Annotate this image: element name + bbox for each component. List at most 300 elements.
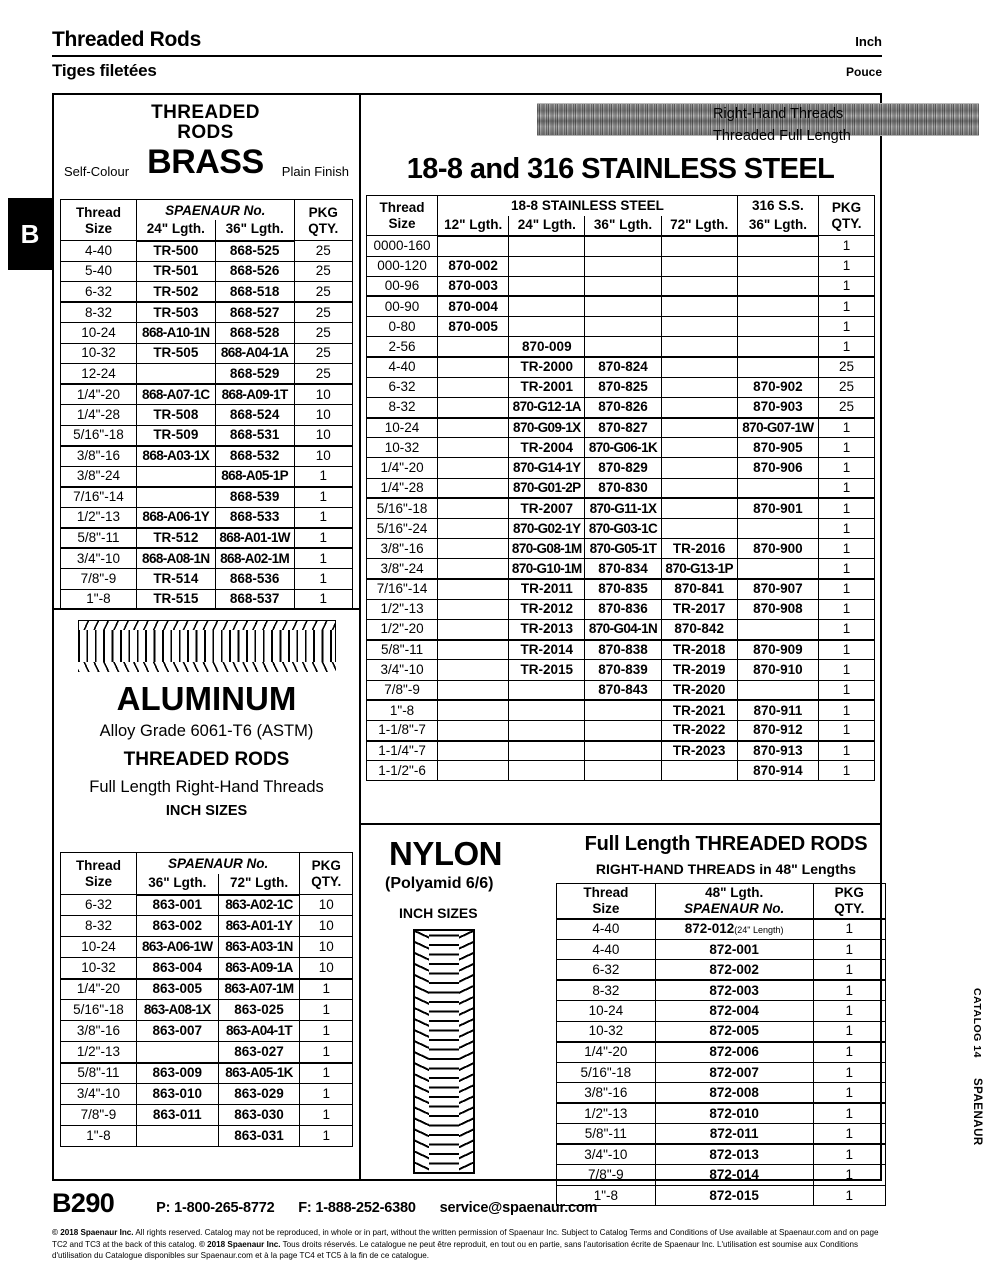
table-cell-l24: 868-A10-1N [136, 323, 215, 344]
table-cell-l12: 870-005 [438, 317, 509, 337]
table-row [367, 337, 875, 357]
table-row [61, 466, 353, 487]
brass-table [60, 199, 353, 610]
table-cell-qty: 1 [819, 559, 875, 579]
page-footer [52, 1188, 942, 1262]
table-cell-size: 4-40 [367, 357, 438, 377]
table-cell-size: 1-1/8"-7 [367, 720, 438, 740]
table-row [367, 761, 875, 781]
table-cell-qty: 1 [819, 539, 875, 559]
table-cell-l36: 863-A08-1X [136, 1000, 218, 1021]
table-cell-part: 872-006 [655, 1042, 813, 1063]
table-row [61, 937, 353, 958]
table-cell-qty: 1 [819, 660, 875, 680]
table-cell-l36 [136, 1042, 218, 1063]
table-row [61, 1084, 353, 1105]
table-cell-l12 [438, 700, 509, 720]
table-row [557, 1062, 886, 1083]
email-address[interactable]: service@spaenaur.com [439, 1200, 598, 1216]
table-cell-s316 [737, 559, 818, 579]
table-cell-size: 4-40 [557, 939, 656, 960]
stainless-table-body [367, 236, 875, 781]
table-cell-s316: 870-914 [737, 761, 818, 781]
right-column [359, 95, 880, 1203]
table-cell-qty: 1 [300, 1084, 353, 1105]
ss-th-size: Size [388, 216, 416, 232]
table-cell-l24: 868-A03-1X [136, 446, 215, 467]
table-cell-qty: 10 [300, 958, 353, 979]
table-cell-l72: 863-A01-1Y [218, 916, 300, 937]
table-cell-qty: 1 [819, 276, 875, 296]
table-cell-size: 3/4"-10 [557, 1144, 656, 1165]
table-row [61, 405, 353, 426]
table-cell-l36 [585, 256, 661, 276]
table-row [61, 979, 353, 1000]
table-cell-s316 [737, 317, 818, 337]
table-cell-l36: 870-G05-1T [585, 539, 661, 559]
table-row [61, 1042, 353, 1063]
table-cell-size: 7/8"-9 [61, 1105, 137, 1126]
table-cell-qty: 1 [813, 1021, 885, 1042]
footer-contact-line [52, 1188, 942, 1219]
table-cell-l12 [438, 397, 509, 417]
table-row [367, 256, 875, 276]
table-cell-size: 8-32 [557, 980, 656, 1001]
table-cell-qty: 1 [819, 680, 875, 700]
nylon-table [556, 883, 886, 1206]
table-cell-l24: 868-A07-1C [136, 384, 215, 405]
table-cell-qty: 1 [819, 236, 875, 256]
table-cell-s316 [737, 337, 818, 357]
table-cell-size: 10-24 [61, 937, 137, 958]
index-tab-b[interactable]: B [8, 198, 52, 270]
table-cell-qty: 1 [819, 720, 875, 740]
table-cell-qty: 1 [300, 1105, 353, 1126]
table-cell-qty: 10 [300, 916, 353, 937]
table-cell-l12: 870-002 [438, 256, 509, 276]
table-cell-size: 1/2"-13 [61, 1042, 137, 1063]
table-cell-size: 5/16"-18 [61, 425, 137, 446]
table-cell-l12 [438, 458, 509, 478]
table-cell-qty: 10 [300, 937, 353, 958]
brass-th-qty: QTY. [308, 220, 339, 236]
table-cell-qty: 1 [813, 1165, 885, 1186]
footer-contacts [156, 1200, 597, 1216]
table-cell-l24 [509, 720, 585, 740]
table-cell-l72: TR-2018 [661, 640, 737, 660]
nylon-right-title: Full Length THREADED RODS [584, 833, 868, 855]
table-cell-size: 1/4"-28 [367, 478, 438, 498]
table-cell-size: 1/2"-13 [61, 507, 137, 528]
table-row [61, 446, 353, 467]
table-cell-size: 3/4"-10 [61, 548, 137, 569]
table-cell-l36: 868-536 [215, 569, 294, 590]
nylon-col-pkg-qty [813, 884, 885, 919]
table-cell-size: 7/16"-14 [61, 487, 137, 508]
nylon-th-pkg: PKG [834, 885, 864, 900]
table-cell-size: 3/4"-10 [367, 660, 438, 680]
table-cell-size: 1"-8 [367, 700, 438, 720]
table-cell-size: 8-32 [367, 397, 438, 417]
table-row [367, 559, 875, 579]
table-cell-l36: 870-836 [585, 599, 661, 619]
table-row [557, 1001, 886, 1022]
table-cell-size: 1"-8 [61, 1126, 137, 1147]
part-length-note: (24" Length) [734, 925, 784, 936]
nylon-right-subtitle: RIGHT-HAND THREADS in 48" Lengths [595, 861, 857, 877]
table-cell-size: 6-32 [61, 895, 137, 916]
phone-label: P: [156, 1200, 171, 1216]
table-cell-qty: 1 [813, 1103, 885, 1124]
table-row [61, 425, 353, 446]
brass-right-note: Plain Finish [281, 163, 349, 179]
table-cell-l72 [661, 337, 737, 357]
table-cell-l36: 868-A01-1W [215, 528, 294, 549]
table-cell-size: 5/8"-11 [61, 528, 137, 549]
rod-outline [78, 620, 336, 672]
table-cell-s316: 870-910 [737, 660, 818, 680]
table-row [557, 939, 886, 960]
nylon-rod-outline [413, 929, 475, 1174]
nylon-polyamid-note: (Polyamid 6/6) [385, 875, 494, 892]
table-cell-qty: 1 [300, 1042, 353, 1063]
table-cell-size: 1"-8 [61, 589, 137, 610]
table-cell-s316 [737, 619, 818, 639]
table-cell-l36: 868-527 [215, 302, 294, 323]
table-cell-l36: 870-843 [585, 680, 661, 700]
table-cell-l12 [438, 741, 509, 761]
table-cell-l36: 870-835 [585, 579, 661, 599]
table-cell-l12 [438, 680, 509, 700]
table-row [61, 1063, 353, 1084]
table-cell-qty: 25 [819, 377, 875, 397]
table-row [367, 660, 875, 680]
brass-masthead [54, 95, 359, 182]
table-row [367, 498, 875, 518]
table-cell-l12 [438, 660, 509, 680]
aluminum-table-wrap [60, 852, 353, 1147]
legal-copyright-fr: © 2018 Spaenaur Inc. [198, 1239, 281, 1249]
table-cell-size: 1/2"-13 [367, 599, 438, 619]
nylon-th-qty: QTY. [834, 900, 865, 916]
table-cell-part: 872-005 [655, 1021, 813, 1042]
table-row [557, 1083, 886, 1104]
table-row [61, 958, 353, 979]
table-row [61, 241, 353, 262]
table-cell-l36: 863-007 [136, 1021, 218, 1042]
table-cell-l72 [661, 458, 737, 478]
table-row [557, 1144, 886, 1165]
nylon-th-thread: Thread [583, 885, 629, 900]
table-cell-size: 0000-160 [367, 236, 438, 256]
table-cell-qty: 25 [294, 282, 352, 303]
table-cell-l24: 870-G14-1Y [509, 458, 585, 478]
table-cell-l72 [661, 377, 737, 397]
table-row [557, 1165, 886, 1186]
table-row [61, 507, 353, 528]
table-row [367, 640, 875, 660]
table-cell-l12: 870-004 [438, 296, 509, 316]
ss-col-316-len: 36" Lgth. [737, 216, 818, 236]
table-cell-l36 [585, 761, 661, 781]
table-cell-size: 5/16"-24 [367, 519, 438, 539]
table-cell-l36 [585, 337, 661, 357]
table-cell-size: 00-96 [367, 276, 438, 296]
nylon-col-spaenaur [655, 884, 813, 919]
table-cell-s316: 870-912 [737, 720, 818, 740]
table-row [367, 236, 875, 256]
table-cell-l24: TR-508 [136, 405, 215, 426]
table-cell-size: 2-56 [367, 337, 438, 357]
table-cell-qty: 1 [819, 519, 875, 539]
table-cell-qty: 1 [813, 919, 885, 940]
table-cell-part: 872-001 [655, 939, 813, 960]
table-cell-size: 1-1/2"-6 [367, 761, 438, 781]
table-cell-size: 10-24 [367, 418, 438, 438]
table-cell-size: 3/8"-24 [367, 559, 438, 579]
table-cell-l36: 868-526 [215, 261, 294, 282]
table-cell-l72 [661, 317, 737, 337]
phone-number[interactable]: 1-800-265-8772 [174, 1200, 275, 1216]
table-cell-s316 [737, 276, 818, 296]
aluminum-subtitle: THREADED RODS [123, 749, 290, 770]
table-cell-size: 5/8"-11 [367, 640, 438, 660]
table-cell-l36: 868-529 [215, 364, 294, 385]
table-cell-s316 [737, 256, 818, 276]
table-cell-size: 3/8"-16 [61, 1021, 137, 1042]
table-cell-size: 1/4"-28 [61, 405, 137, 426]
table-row [61, 323, 353, 344]
table-row [367, 539, 875, 559]
fax-number: 1-888-252-6380 [315, 1200, 416, 1216]
table-cell-part: 872-012(24" Length) [655, 919, 813, 940]
table-cell-l24: TR-505 [136, 343, 215, 364]
table-cell-l12 [438, 498, 509, 518]
table-row [367, 599, 875, 619]
table-cell-l24: TR-2014 [509, 640, 585, 660]
table-cell-size: 10-24 [61, 323, 137, 344]
table-cell-size: 10-32 [367, 438, 438, 458]
table-cell-size: 4-40 [61, 241, 137, 262]
table-cell-l72 [661, 357, 737, 377]
table-cell-l72 [661, 397, 737, 417]
aluminum-thread-note: Full Length Right-Hand Threads [89, 778, 324, 796]
table-cell-l24: TR-2012 [509, 599, 585, 619]
table-cell-part: 872-007 [655, 1062, 813, 1083]
unit-label-en: Inch [855, 34, 882, 49]
table-cell-size: 6-32 [557, 960, 656, 981]
table-cell-s316 [737, 680, 818, 700]
table-cell-l72: 870-841 [661, 579, 737, 599]
table-cell-l12 [438, 377, 509, 397]
table-cell-l36: 868-532 [215, 446, 294, 467]
table-cell-size: 1/4"-20 [61, 979, 137, 1000]
table-cell-size: 1/2"-20 [367, 619, 438, 639]
table-row [367, 377, 875, 397]
table-cell-l72: 870-842 [661, 619, 737, 639]
nylon-sizes-note: INCH SIZES [399, 905, 478, 921]
table-cell-size: 1/4"-20 [367, 458, 438, 478]
aluminum-table-body [61, 895, 353, 1147]
table-cell-l36: 868-537 [215, 589, 294, 610]
table-cell-l72 [661, 418, 737, 438]
table-cell-l12 [438, 720, 509, 740]
table-cell-qty: 10 [294, 384, 352, 405]
table-cell-l36: 863-004 [136, 958, 218, 979]
table-cell-l12: 870-003 [438, 276, 509, 296]
table-cell-l36: 863-011 [136, 1105, 218, 1126]
brass-material-line [60, 143, 353, 181]
table-cell-size: 7/16"-14 [367, 579, 438, 599]
table-cell-l24: TR-2013 [509, 619, 585, 639]
table-cell-size: 1-1/4"-7 [367, 741, 438, 761]
brass-col-pkg-qty [294, 200, 352, 241]
legal-copyright-en: © 2018 Spaenaur Inc. [52, 1228, 134, 1237]
table-cell-l36: 868-A09-1T [215, 384, 294, 405]
alum-th-pkg: PKG [311, 858, 341, 874]
table-cell-l12 [438, 478, 509, 498]
table-row [367, 478, 875, 498]
table-cell-size: 8-32 [61, 916, 137, 937]
table-cell-qty: 1 [813, 1042, 885, 1063]
table-row [367, 418, 875, 438]
table-cell-l36: 863-A06-1W [136, 937, 218, 958]
table-cell-l72 [661, 498, 737, 518]
table-row [61, 302, 353, 323]
nylon-rod-illustration [413, 929, 475, 1174]
table-cell-size: 5/16"-18 [61, 1000, 137, 1021]
brass-th-size: Size [84, 220, 112, 236]
table-cell-part: 872-014 [655, 1165, 813, 1186]
note-threaded-full-length: Threaded Full Length [713, 128, 851, 145]
table-cell-l24: TR-2004 [509, 438, 585, 458]
stainless-title: 18-8 and 316 STAINLESS STEEL [406, 153, 835, 185]
table-cell-qty: 1 [819, 498, 875, 518]
table-cell-l24: 870-009 [509, 337, 585, 357]
table-cell-l36: 870-834 [585, 559, 661, 579]
table-cell-l36: 868-525 [215, 241, 294, 262]
table-row [61, 384, 353, 405]
table-cell-l24: TR-2007 [509, 498, 585, 518]
table-cell-l24: TR-503 [136, 302, 215, 323]
table-cell-size: 3/8"-16 [61, 446, 137, 467]
table-cell-s316: 870-911 [737, 700, 818, 720]
table-cell-size: 5/8"-11 [61, 1063, 137, 1084]
table-cell-qty: 1 [819, 741, 875, 761]
table-cell-size: 1/4"-20 [557, 1042, 656, 1063]
table-cell-size: 10-24 [557, 1001, 656, 1022]
table-row [61, 1105, 353, 1126]
table-cell-qty: 1 [813, 1001, 885, 1022]
brass-table-body [61, 241, 353, 610]
nylon-th-48: 48" Lgth. [705, 885, 764, 900]
table-cell-l12 [438, 539, 509, 559]
table-cell-s316: 870-906 [737, 458, 818, 478]
table-cell-l36 [585, 317, 661, 337]
page-header [52, 28, 882, 81]
table-cell-l36: 863-001 [136, 895, 218, 916]
table-cell-qty: 1 [819, 640, 875, 660]
unit-label-fr: Pouce [845, 65, 882, 79]
table-cell-qty: 1 [819, 579, 875, 599]
table-cell-l72: 870-G13-1P [661, 559, 737, 579]
table-cell-qty: 1 [819, 296, 875, 316]
nylon-title: NYLON [389, 835, 502, 872]
aluminum-sizes-note: INCH SIZES [165, 803, 248, 819]
alum-col-spaenaur: SPAENAUR No. [136, 853, 300, 874]
table-cell-qty: 1 [300, 1063, 353, 1084]
brass-masthead-line1: THREADED [151, 102, 260, 123]
table-cell-size: 1/2"-13 [557, 1103, 656, 1124]
table-cell-qty: 1 [819, 478, 875, 498]
thread-direction-notes [713, 103, 918, 148]
ss-th-pkg: PKG [831, 200, 862, 216]
table-cell-qty: 10 [294, 446, 352, 467]
table-cell-l72: TR-2017 [661, 599, 737, 619]
table-cell-l72 [661, 236, 737, 256]
table-cell-part: 872-015 [655, 1185, 813, 1206]
table-cell-s316 [737, 236, 818, 256]
table-row [367, 357, 875, 377]
table-cell-part: 872-003 [655, 980, 813, 1001]
table-cell-s316: 870-902 [737, 377, 818, 397]
header-row-french [52, 61, 882, 81]
table-cell-part: 872-011 [655, 1124, 813, 1145]
table-cell-l24 [509, 296, 585, 316]
table-cell-l36: 870-826 [585, 397, 661, 417]
table-cell-l36: 868-539 [215, 487, 294, 508]
table-cell-l24 [509, 256, 585, 276]
table-cell-qty: 1 [813, 939, 885, 960]
alum-col-thread-size [61, 853, 137, 895]
table-cell-size: 5/16"-18 [367, 498, 438, 518]
table-cell-qty: 10 [300, 895, 353, 916]
alum-th-qty: QTY. [311, 874, 342, 889]
table-cell-qty: 1 [819, 700, 875, 720]
table-cell-part: 872-004 [655, 1001, 813, 1022]
brass-masthead-line2: RODS [177, 122, 234, 144]
brass-col-thread-size [61, 200, 137, 241]
brand-label [971, 1078, 983, 1146]
table-cell-qty: 1 [294, 528, 352, 549]
table-cell-qty: 25 [819, 357, 875, 377]
nylon-th-size: Size [592, 900, 620, 916]
table-cell-l12 [438, 599, 509, 619]
table-cell-size: 0-80 [367, 317, 438, 337]
table-cell-qty: 1 [813, 980, 885, 1001]
nylon-section [361, 823, 880, 1203]
table-cell-qty: 10 [294, 405, 352, 426]
table-row [61, 569, 353, 590]
table-cell-qty: 1 [819, 761, 875, 781]
table-row [367, 519, 875, 539]
aluminum-title: ALUMINUM [116, 680, 297, 717]
table-row [61, 916, 353, 937]
table-cell-l36: 863-010 [136, 1084, 218, 1105]
ss-col-36: 36" Lgth. [585, 216, 661, 236]
table-row [367, 741, 875, 761]
table-cell-qty: 1 [813, 1185, 885, 1206]
aluminum-alloy-grade: Alloy Grade 6061-T6 (ASTM) [99, 722, 314, 740]
table-cell-l72: 863-A05-1K [218, 1063, 300, 1084]
table-row [61, 364, 353, 385]
table-cell-l24: 870-G10-1M [509, 559, 585, 579]
table-cell-l36: 870-824 [585, 357, 661, 377]
table-cell-qty: 1 [819, 337, 875, 357]
table-cell-l72: TR-2019 [661, 660, 737, 680]
table-cell-s316: 870-907 [737, 579, 818, 599]
table-row [367, 397, 875, 417]
